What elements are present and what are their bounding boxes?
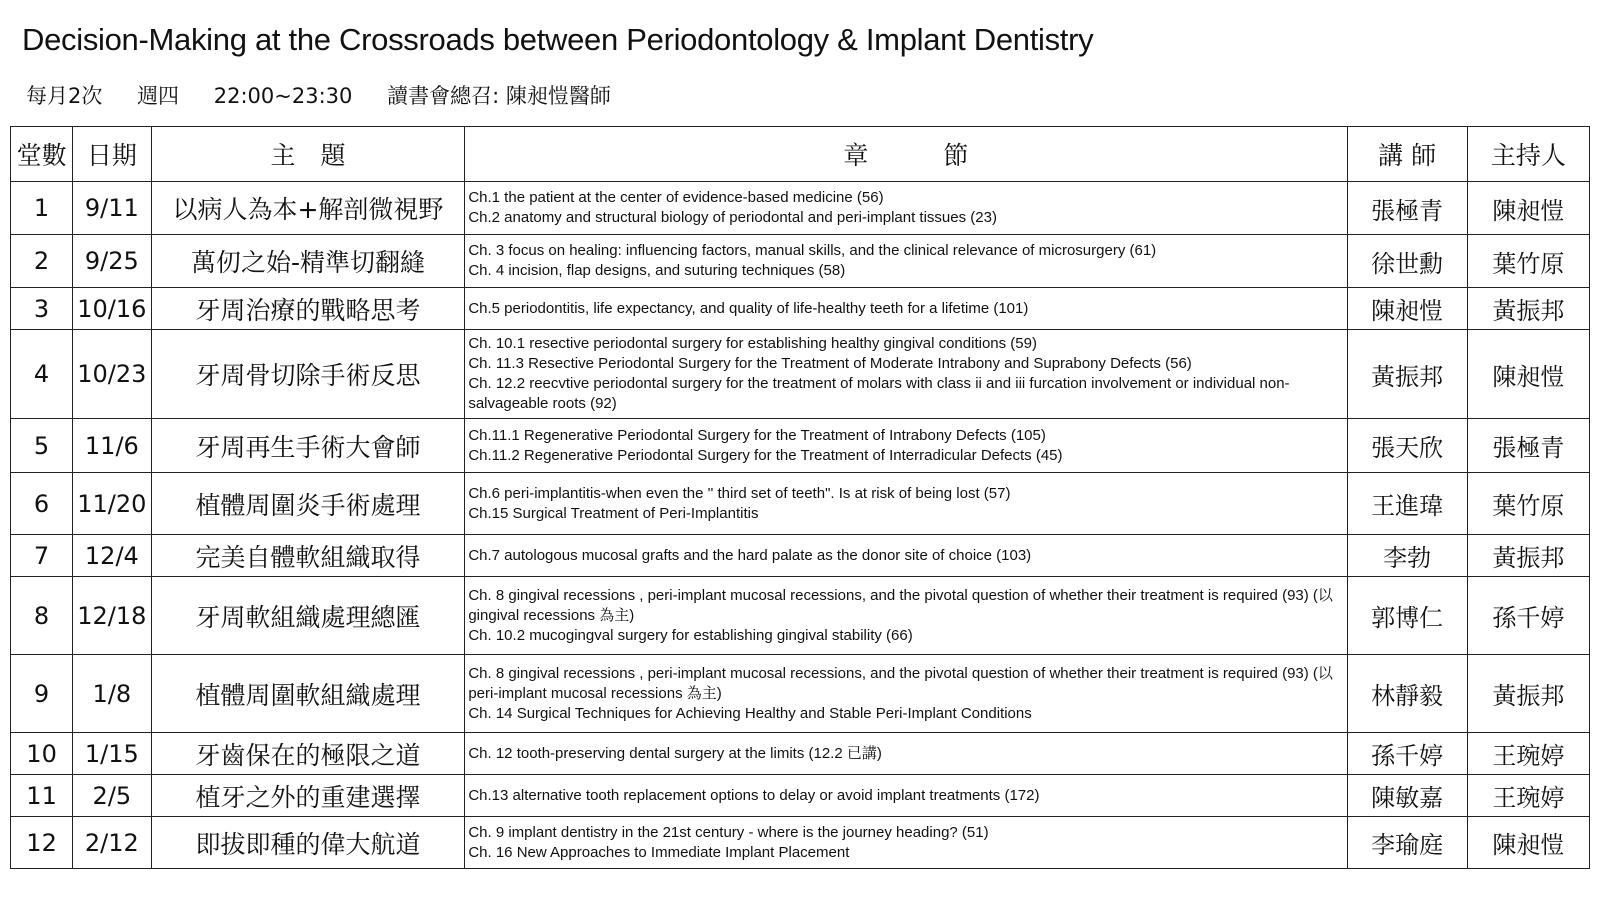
table-header-row — [11, 127, 1590, 182]
schedule-table — [10, 126, 1590, 869]
speaker-cell: 李勃 — [1347, 535, 1467, 577]
chapters-cell — [465, 655, 1347, 733]
chapter-line: Ch.11.2 Regenerative Periodontal Surgery for the Treatment of Interradicular Defects (45) — [468, 446, 1063, 464]
topic-cell: 植牙之外的重建選擇 — [151, 775, 465, 817]
host-cell: 陳昶愷 — [1467, 330, 1589, 419]
topic-cell: 萬仞之始-精準切翻縫 — [151, 235, 465, 288]
topic-cell: 牙周軟組織處理總匯 — [151, 577, 465, 655]
chapters-cell — [465, 288, 1347, 330]
speaker-cell: 張極青 — [1347, 182, 1467, 235]
date-cell: 12/4 — [73, 535, 151, 577]
header-speaker: 講 師 — [1347, 127, 1467, 182]
topic-cell: 植體周圍炎手術處理 — [151, 473, 465, 535]
frequency-text: 每月2次 — [26, 84, 103, 108]
speaker-cell: 林靜毅 — [1347, 655, 1467, 733]
table-row — [11, 577, 1590, 655]
date-cell: 1/15 — [73, 733, 151, 775]
chapter-line: Ch.15 Surgical Treatment of Peri-Implantitis — [468, 504, 759, 522]
chapter-line: Ch.7 autologous mucosal grafts and the hard palate as the donor site of choice (103) — [468, 546, 1032, 564]
date-cell: 10/23 — [73, 330, 151, 419]
speaker-cell: 陳昶愷 — [1347, 288, 1467, 330]
session-number-cell: 4 — [11, 330, 73, 419]
topic-cell: 牙周再生手術大會師 — [151, 419, 465, 473]
chapters-cell — [465, 473, 1347, 535]
topic-cell: 即拔即種的偉大航道 — [151, 817, 465, 869]
host-cell: 黃振邦 — [1467, 535, 1589, 577]
host-cell: 黃振邦 — [1467, 288, 1589, 330]
speaker-cell: 陳敏嘉 — [1347, 775, 1467, 817]
chapter-line: Ch. 12 tooth-preserving dental surgery at the limits (12.2 已講) — [468, 744, 882, 762]
topic-cell: 以病人為本+解剖微視野 — [151, 182, 465, 235]
chapter-line: Ch. 12.2 reecvtive periodontal surgery for the treatment of molars with class ii and iii furcation involvement or individual non-salvageable roots (92) — [468, 375, 1290, 412]
chapters-cell — [465, 182, 1347, 235]
table-row — [11, 655, 1590, 733]
chapter-line: Ch. 10.2 mucogingval surgery for establishing gingival stability (66) — [468, 626, 913, 644]
table-row — [11, 235, 1590, 288]
header-session: 堂數 — [11, 127, 73, 182]
chapters-cell — [465, 817, 1347, 869]
chapter-line: Ch.13 alternative tooth replacement options to delay or avoid implant treatments (172) — [468, 786, 1040, 804]
chapter-line: Ch.2 anatomy and structural biology of periodontal and peri-implant tissues (23) — [468, 209, 997, 226]
session-number-cell: 11 — [11, 775, 73, 817]
host-cell: 王琬婷 — [1467, 775, 1589, 817]
date-cell: 10/16 — [73, 288, 151, 330]
chapter-line: Ch. 11.3 Resective Periodontal Surgery for the Treatment of Moderate Intrabony and Suprabony Defects (56) — [468, 355, 1192, 372]
header-host: 主持人 — [1467, 127, 1589, 182]
session-number-cell: 8 — [11, 577, 73, 655]
chapter-line: Ch.5 periodontitis, life expectancy, and quality of life-healthy teeth for a lifetime (101) — [468, 299, 1029, 317]
chapters-cell — [465, 577, 1347, 655]
chapter-line: Ch.1 the patient at the center of evidence-based medicine (56) — [468, 189, 884, 206]
speaker-cell: 徐世勳 — [1347, 235, 1467, 288]
date-cell: 1/8 — [73, 655, 151, 733]
speaker-cell: 李瑜庭 — [1347, 817, 1467, 869]
chapter-line: Ch. 8 gingival recessions , peri-implant mucosal recessions, and the pivotal question of whether their treatment is required (93) (以peri-implant mucosal recessions 為主) — [468, 664, 1333, 702]
session-number-cell: 7 — [11, 535, 73, 577]
chapter-line: Ch. 4 incision, flap designs, and suturing techniques (58) — [468, 262, 846, 279]
chapter-line: Ch. 14 Surgical Techniques for Achieving Healthy and Stable Peri-Implant Conditions — [468, 704, 1032, 722]
table-row — [11, 419, 1590, 473]
session-number-cell: 12 — [11, 817, 73, 869]
chapters-cell — [465, 535, 1347, 577]
table-row — [11, 733, 1590, 775]
chapter-line: Ch. 10.1 resective periodontal surgery for establishing healthy gingival conditions (59) — [468, 335, 1037, 352]
date-cell: 9/11 — [73, 182, 151, 235]
host-cell: 陳昶愷 — [1467, 182, 1589, 235]
chapter-line: Ch.6 peri-implantitis-when even the '' third set of teeth". Is at risk of being lost (57) — [468, 484, 1011, 502]
date-cell: 11/6 — [73, 419, 151, 473]
page-title: Decision-Making at the Crossroads between Periodontology & Implant Dentistry — [22, 22, 1094, 57]
host-cell: 王琬婷 — [1467, 733, 1589, 775]
date-cell: 9/25 — [73, 235, 151, 288]
date-cell: 12/18 — [73, 577, 151, 655]
topic-cell: 完美自體軟組織取得 — [151, 535, 465, 577]
weekday-text: 週四 — [137, 84, 180, 108]
header-date: 日期 — [73, 127, 151, 182]
header-topic: 主 題 — [151, 127, 465, 182]
schedule-info — [26, 80, 639, 110]
session-number-cell: 10 — [11, 733, 73, 775]
chapters-cell — [465, 775, 1347, 817]
chapter-line: Ch. 8 gingival recessions , peri-implant mucosal recessions, and the pivotal question of whether their treatment is required (93) (以gingival recessions 為主) — [468, 586, 1333, 624]
speaker-cell: 張天欣 — [1347, 419, 1467, 473]
date-cell: 2/5 — [73, 775, 151, 817]
session-number-cell: 1 — [11, 182, 73, 235]
chapters-cell — [465, 330, 1347, 419]
chapters-cell — [465, 235, 1347, 288]
session-number-cell: 6 — [11, 473, 73, 535]
speaker-cell: 郭博仁 — [1347, 577, 1467, 655]
host-cell: 張極青 — [1467, 419, 1589, 473]
topic-cell: 牙齒保在的極限之道 — [151, 733, 465, 775]
session-number-cell: 9 — [11, 655, 73, 733]
table-row — [11, 817, 1590, 869]
session-number-cell: 5 — [11, 419, 73, 473]
speaker-cell: 孫千婷 — [1347, 733, 1467, 775]
host-cell: 孫千婷 — [1467, 577, 1589, 655]
session-number-cell: 2 — [11, 235, 73, 288]
speaker-cell: 黃振邦 — [1347, 330, 1467, 419]
topic-cell: 牙周治療的戰略思考 — [151, 288, 465, 330]
chapter-line: Ch.11.1 Regenerative Periodontal Surgery for the Treatment of Intrabony Defects (105) — [468, 426, 1046, 444]
organizer-text: 讀書會總召: 陳昶愷醫師 — [387, 84, 611, 108]
table-row — [11, 330, 1590, 419]
session-number-cell: 3 — [11, 288, 73, 330]
time-text: 22:00~23:30 — [213, 84, 353, 108]
chapters-cell — [465, 419, 1347, 473]
date-cell: 2/12 — [73, 817, 151, 869]
table-row — [11, 535, 1590, 577]
table-row — [11, 473, 1590, 535]
table-row — [11, 775, 1590, 817]
table-body — [11, 182, 1590, 869]
speaker-cell: 王進瑋 — [1347, 473, 1467, 535]
table-row — [11, 288, 1590, 330]
host-cell: 陳昶愷 — [1467, 817, 1589, 869]
topic-cell: 植體周圍軟組織處理 — [151, 655, 465, 733]
topic-cell: 牙周骨切除手術反思 — [151, 330, 465, 419]
host-cell: 葉竹原 — [1467, 235, 1589, 288]
chapter-line: Ch. 9 implant dentistry in the 21st century - where is the journey heading? (51) — [468, 823, 989, 841]
chapter-line: Ch. 16 New Approaches to Immediate Implant Placement — [468, 843, 850, 861]
header-chapters: 章 節 — [465, 127, 1347, 182]
host-cell: 黃振邦 — [1467, 655, 1589, 733]
chapter-line: Ch. 3 focus on healing: influencing factors, manual skills, and the clinical relevance of microsurgery (61) — [468, 242, 1157, 259]
table-row — [11, 182, 1590, 235]
host-cell: 葉竹原 — [1467, 473, 1589, 535]
date-cell: 11/20 — [73, 473, 151, 535]
chapters-cell — [465, 733, 1347, 775]
